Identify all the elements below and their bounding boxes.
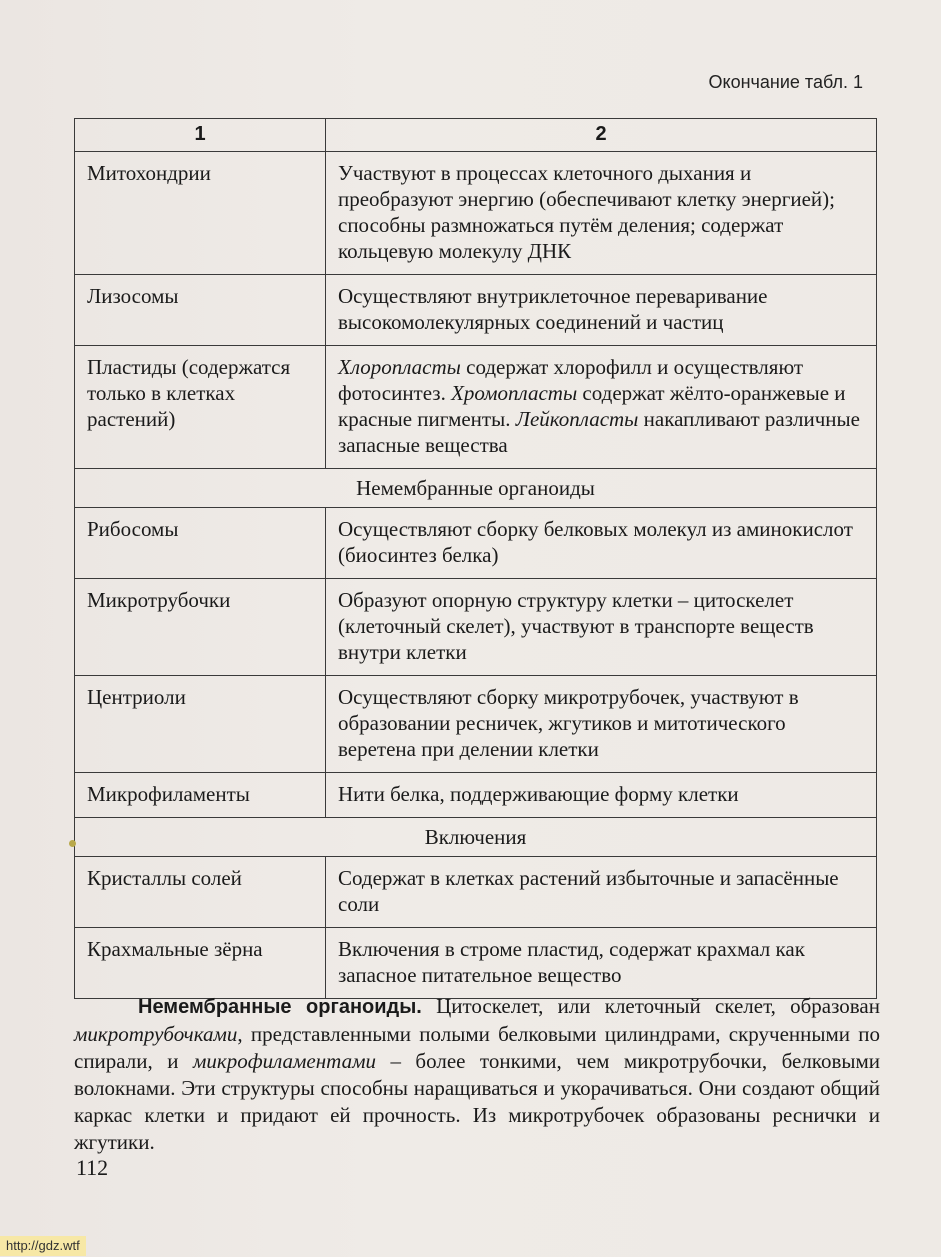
description-text: содержат хлорофилл и осуществляют фотосинтез. xyxy=(338,355,804,405)
section-title: Включения xyxy=(75,818,877,857)
table-row xyxy=(75,579,877,676)
description-text: Участвуют в процессах клеточного дыхания и преобразуют энергию (обеспечивают клетку энергией); способны размножаться путём деления; содержат кольцевую молекулу ДНК xyxy=(338,161,835,263)
paragraph-lead: Немембранные органоиды. xyxy=(138,996,422,1018)
description-text: Осуществляют сборку белковых молекул из аминокислот (биосинтез белка) xyxy=(338,517,853,567)
organelle-name: Микротрубочки xyxy=(75,579,326,676)
table-row xyxy=(75,857,877,928)
paragraph-text: – более тонкими, чем микротрубочки, белковыми волокнами. Эти структуры способны наращиваться и укорачиваться. Они создают общий каркас клетки и придают ей прочность. Из микротрубочек образованы реснички и жгутики. xyxy=(74,1049,881,1154)
margin-dot xyxy=(69,840,76,847)
organelle-name: Лизосомы xyxy=(75,275,326,346)
organelle-description xyxy=(326,857,877,928)
table-body xyxy=(75,152,877,999)
organelle-name: Центриоли xyxy=(75,676,326,773)
table-caption: Окончание табл. 1 xyxy=(708,72,863,92)
italic-term: Хлоропласты xyxy=(338,355,461,379)
italic-term: микротрубочками xyxy=(74,1022,238,1046)
description-text: Включения в строме пластид, содержат крахмал как запасное питательное вещество xyxy=(338,937,805,987)
italic-term: Лейкопласты xyxy=(515,407,639,431)
table-row xyxy=(75,928,877,999)
organelle-name: Митохондрии xyxy=(75,152,326,275)
organelle-name: Рибосомы xyxy=(75,508,326,579)
organelle-name: Крахмальные зёрна xyxy=(75,928,326,999)
section-title: Немембранные органоиды xyxy=(75,469,877,508)
organelles-table xyxy=(74,118,877,999)
organelle-description xyxy=(326,579,877,676)
table-row xyxy=(75,676,877,773)
description-text: содержат жёлто-оранжевые и красные пигменты. xyxy=(338,381,846,431)
organelle-description xyxy=(326,773,877,818)
description-text: Осуществляют сборку микротрубочек, участвуют в образовании ресничек, жгутиков и митотического веретена при делении клетки xyxy=(338,685,799,761)
table-row xyxy=(75,773,877,818)
table-row xyxy=(75,275,877,346)
description-text: Образуют опорную структуру клетки – цитоскелет (клеточный скелет), участвуют в транспорте веществ внутри клетки xyxy=(338,588,814,664)
organelle-description xyxy=(326,676,877,773)
paragraph-text: , представленными полыми белковыми цилиндрами, скрученными по спирали, и xyxy=(74,1022,880,1073)
organelle-description xyxy=(326,928,877,999)
table-section-row xyxy=(75,469,877,508)
organelle-name: Кристаллы солей xyxy=(75,857,326,928)
organelle-description xyxy=(326,346,877,469)
column-header-2: 2 xyxy=(326,119,877,152)
column-header-1: 1 xyxy=(75,119,326,152)
organelle-description xyxy=(326,508,877,579)
description-text: Содержат в клетках растений избыточные и запасённые соли xyxy=(338,866,839,916)
organelle-description xyxy=(326,275,877,346)
page-number: 112 xyxy=(76,1155,109,1180)
table-row xyxy=(75,346,877,469)
italic-term: микрофиламентами xyxy=(192,1049,376,1073)
paragraph-text: Цитоскелет, или клеточный скелет, образован xyxy=(421,994,880,1018)
watermark-url: http://gdz.wtf xyxy=(0,1236,86,1256)
organelle-name: Пластиды (содержатся только в клетках растений) xyxy=(75,346,326,469)
organelle-description xyxy=(326,152,877,275)
table-header-row xyxy=(75,119,877,152)
organelle-name: Микрофиламенты xyxy=(75,773,326,818)
description-text: Нити белка, поддерживающие форму клетки xyxy=(338,782,739,806)
table-section-row xyxy=(75,818,877,857)
italic-term: Хромопласты xyxy=(451,381,578,405)
table-row xyxy=(75,152,877,275)
description-text: накапливают различные запасные вещества xyxy=(338,407,860,457)
description-text: Осуществляют внутриклеточное переваривание высокомолекулярных соединений и частиц xyxy=(338,284,768,334)
body-paragraph xyxy=(74,993,880,1156)
table-row xyxy=(75,508,877,579)
